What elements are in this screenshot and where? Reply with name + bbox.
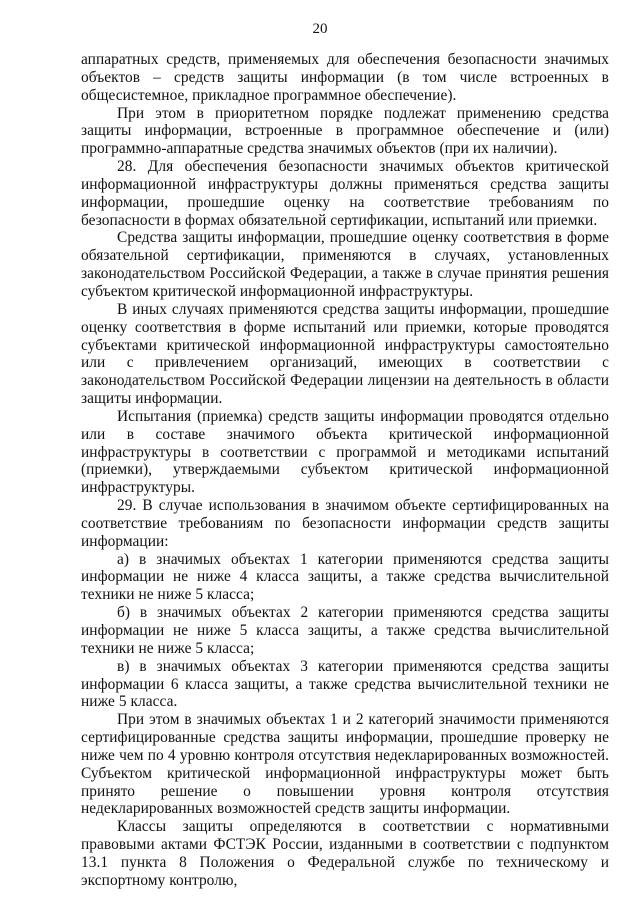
paragraph: В иных случаях применяются средства защиты информации, прошедшие оценку соответствия в форме испытаний или приемки, которые проводятся субъектами критической информационной инфраструктуры самостоятельно или с привлечением организаций, имеющих в соответствии с законодательством Российской Федерации лицензии на деятельность в области защиты информации. [81,300,609,408]
document-body [81,51,609,890]
subitem-a: а) в значимых объектах 1 категории применяются средства защиты информации не ниже 4 класса защиты, а также средства вычислительной техники не ниже 5 класса; [81,550,609,604]
paragraph: Классы защиты определяются в соответствии с нормативными правовыми актами ФСТЭК России, изданными в соответствии с подпунктом 13.1 пункта 8 Положения о Федеральной службе по техническому и экспортному контролю, [81,818,609,889]
paragraph: Испытания (приемка) средств защиты информации проводятся отдельно или в составе значимого объекта критической информационной инфраструктуры в соответствии с программой и методиками испытаний (приемки), утверждаемыми субъектом критической информационной инфраструктуры. [81,407,609,497]
paragraph: При этом в приоритетном порядке подлежат применению средства защиты информации, встроенные в программное обеспечение и (или) программно-аппаратные средства значимых объектов (при их наличии). [81,104,609,158]
paragraph-item-28: 28. Для обеспечения безопасности значимых объектов критической информационной инфраструктуры должны применяться средства защиты информации, прошедшие оценку на соответствие требованиям по безопасности в формах обязательной сертификации, испытаний или приемки. [81,158,609,229]
paragraph: При этом в значимых объектах 1 и 2 категорий значимости применяются сертифицированные средства защиты информации, прошедшие проверку не ниже чем по 4 уровню контроля отсутствия недекларированных возможностей. Субъектом критической информационной инфраструктуры может быть принято решение о повышении уровня контроля отсутствия недекларированных возможностей средств защиты информации. [81,711,609,818]
paragraph-item-29: 29. В случае использования в значимом объекте сертифицированных на соответствие требованиям по безопасности информации средств защиты информации: [81,497,609,550]
subitem-v: в) в значимых объектах 3 категории применяются средства защиты информации 6 класса защиты, а также средства вычислительной техники не ниже 5 класса. [81,657,609,711]
paragraph: аппаратных средств, применяемых для обеспечения безопасности значимых объектов – средств защиты информации (в том числе встроенных в общесистемное, прикладное программное обеспечение). [81,51,609,104]
subitem-b: б) в значимых объектах 2 категории применяются средства защиты информации не ниже 5 класса защиты, а также средства вычислительной техники не ниже 5 класса; [81,604,609,657]
page-number: 20 [312,21,328,37]
paragraph: Средства защиты информации, прошедшие оценку соответствия в форме обязательной сертификации, применяются в случаях, установленных законодательством Российской Федерации, а также в случае принятия решения субъектом критической информационной инфраструктуры. [81,229,609,300]
